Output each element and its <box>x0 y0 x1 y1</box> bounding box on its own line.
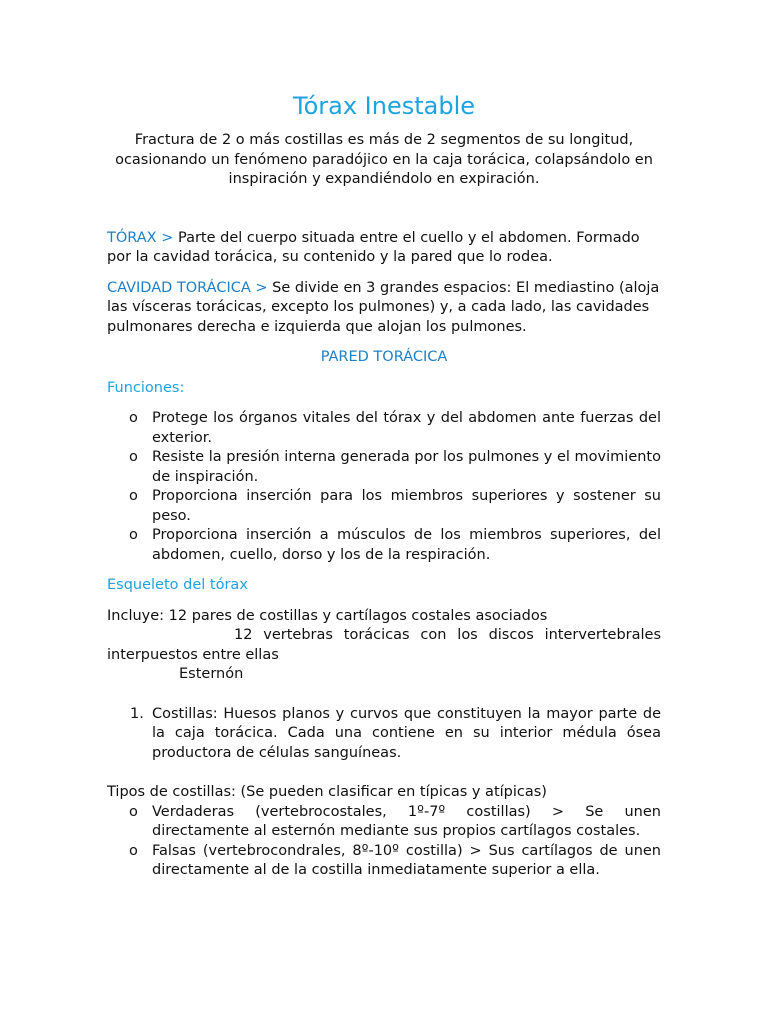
list-item-text: Costillas: Huesos planos y curvos que constituyen la mayor parte de la caja torácica. Cada una contiene en su interior médula ósea productora de células sanguíneas. <box>152 705 661 761</box>
tipos-list <box>107 803 661 881</box>
incluye-line-3: Esternón <box>179 666 244 682</box>
list-item <box>107 448 661 487</box>
bullet-marker: o <box>129 410 138 426</box>
pared-toracica-heading: PARED TORÁCICA <box>320 349 448 365</box>
bullet-marker: o <box>129 842 138 859</box>
funciones-list <box>107 409 661 565</box>
esqueleto-heading: Esqueleto del tórax <box>107 577 248 593</box>
incluye-block <box>107 607 661 685</box>
cavidad-text: Se divide en 3 grandes espacios: El mediastino (aloja las vísceras torácicas, excepto los pulmones) y, a cada lado, las cavidades pulmonares derecha e izquierda que alojan los pulmones. <box>107 279 660 335</box>
list-item <box>107 526 661 565</box>
list-item-text: Proporciona inserción para los miembros superiores y sostener su peso. <box>152 488 661 524</box>
torax-label: TÓRAX > <box>107 229 174 246</box>
list-number: 1. <box>130 705 144 722</box>
bullet-marker: o <box>129 803 138 820</box>
list-item-text: Proporciona inserción a músculos de los miembros superiores, del abdomen, cuello, dorso y los de la respiración. <box>152 527 661 563</box>
bullet-marker: o <box>129 488 138 504</box>
intro-paragraph: Fractura de 2 o más costillas es más de 2 segmentos de su longitud, ocasionando un fenómeno paradójico en la caja torácica, colapsándolo en inspiración y expandiéndolo en expiración. <box>115 132 653 187</box>
list-item <box>107 487 661 526</box>
list-item <box>107 842 661 881</box>
list-item <box>107 803 661 842</box>
numbered-list <box>107 705 661 764</box>
list-item-text: Resiste la presión interna generada por los pulmones y el movimiento de inspiración. <box>152 449 661 485</box>
bullet-marker: o <box>129 527 138 543</box>
torax-text: Parte del cuerpo situada entre el cuello y el abdomen. Formado por la cavidad torácica, su contenido y la pared que lo rodea. <box>107 229 640 265</box>
incluye-line-2: 12 vertebras torácicas con los discos intervertebrales interpuestos entre ellas <box>107 627 661 663</box>
tipos-heading: Tipos de costillas: (Se pueden clasificar en típicas y atípicas) <box>107 784 547 800</box>
document-content <box>107 90 661 881</box>
funciones-heading: Funciones: <box>107 379 185 396</box>
torax-paragraph <box>107 229 661 268</box>
list-item-text: Protege los órganos vitales del tórax y del abdomen ante fuerzas del exterior. <box>152 410 661 446</box>
bullet-marker: o <box>129 449 138 465</box>
list-item-text: Falsas (vertebrocondrales, 8º-10º costilla) > Sus cartílagos de unen directamente al de la costilla inmediatamente superior a ella. <box>152 842 661 878</box>
cavidad-label: CAVIDAD TORÁCICA > <box>107 279 268 296</box>
list-item <box>107 409 661 448</box>
incluye-line-1: Incluye: 12 pares de costillas y cartílagos costales asociados <box>107 607 548 624</box>
list-item-text: Verdaderas (vertebrocostales, 1º-7º costillas) > Se unen directamente al esternón mediante sus propios cartílagos costales. <box>152 803 661 839</box>
list-item <box>107 705 661 764</box>
document-title: Tórax Inestable <box>292 92 475 120</box>
cavidad-paragraph <box>107 279 661 338</box>
